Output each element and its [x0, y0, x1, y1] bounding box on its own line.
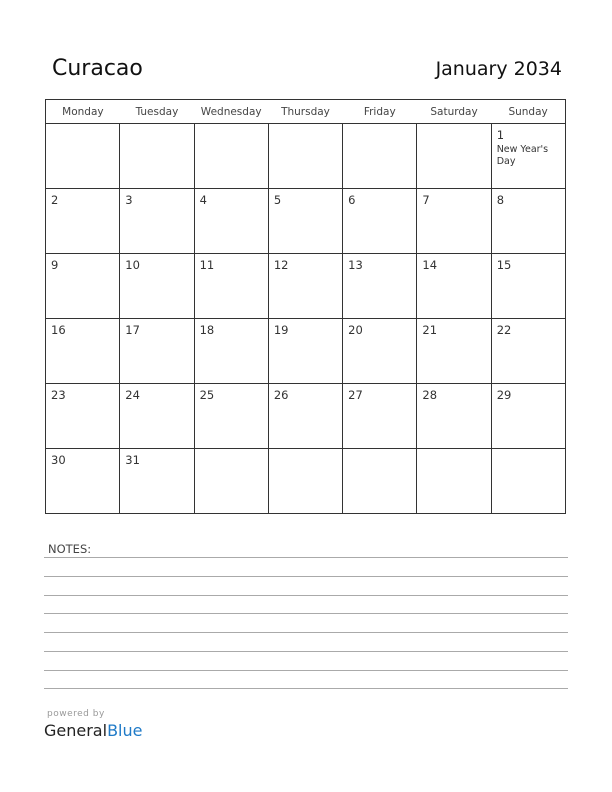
calendar-day-cell: [120, 124, 194, 189]
calendar-day-cell: [46, 124, 120, 189]
calendar-country-title: Curacao: [52, 56, 143, 81]
weekday-sunday: Sunday: [491, 100, 565, 124]
holiday-label: New Year's Day: [496, 144, 549, 167]
day-number: 19: [273, 323, 289, 337]
calendar-day-cell: [120, 384, 194, 449]
calendar-day-cell: [343, 189, 417, 254]
notes-line: [44, 688, 568, 689]
calendar-day-cell: [268, 189, 342, 254]
calendar-day-cell: [343, 124, 417, 189]
day-number: 4: [199, 193, 207, 207]
day-number: [120, 124, 193, 128]
logo-general-text: General: [44, 721, 108, 740]
calendar-day-cell: [46, 319, 120, 384]
day-number: 25: [199, 388, 215, 402]
notes-line: [44, 557, 568, 558]
calendar-day-cell: [120, 449, 194, 514]
day-number: 24: [125, 388, 140, 402]
day-number: 15: [496, 258, 512, 272]
calendar-day-cell: [343, 449, 417, 514]
day-number: [492, 449, 565, 453]
day-number: [195, 449, 268, 453]
powered-by-text: powered by: [47, 709, 105, 719]
calendar-day-cell: [120, 254, 194, 319]
notes-line: [44, 632, 568, 633]
day-number: 21: [422, 323, 438, 337]
day-number: 10: [125, 258, 140, 272]
day-number: 26: [273, 388, 289, 402]
calendar-day-cell: [268, 319, 342, 384]
calendar-week-row: [46, 124, 566, 189]
calendar-day-cell: [194, 319, 268, 384]
calendar-day-cell: [417, 449, 491, 514]
generalblue-logo: [44, 721, 142, 740]
calendar-week-row: [46, 254, 566, 319]
notes-line: [44, 576, 568, 577]
day-number: 13: [348, 258, 363, 272]
day-number: 3: [125, 193, 133, 207]
day-number: [343, 449, 416, 453]
day-number: 1: [496, 128, 505, 142]
day-number: 31: [125, 453, 140, 467]
calendar-day-cell: [491, 449, 565, 514]
calendar-day-cell: [417, 124, 491, 189]
day-number: [269, 124, 342, 128]
notes-line: [44, 613, 568, 614]
weekday-wednesday: Wednesday: [194, 100, 268, 124]
calendar-day-cell: [417, 384, 491, 449]
day-number: [195, 124, 268, 128]
day-number: [417, 449, 490, 453]
weekday-saturday: Saturday: [417, 100, 491, 124]
weekday-friday: Friday: [343, 100, 417, 124]
day-number: 17: [125, 323, 140, 337]
day-number: 8: [496, 193, 505, 207]
calendar-day-cell: [417, 319, 491, 384]
calendar-week-row: [46, 449, 566, 514]
weekday-header-row: [46, 100, 566, 124]
calendar-day-cell: [268, 449, 342, 514]
day-number: 22: [496, 323, 512, 337]
calendar-day-cell: [120, 189, 194, 254]
day-number: [417, 124, 490, 128]
calendar-day-cell: [268, 124, 342, 189]
calendar-day-cell: [194, 449, 268, 514]
logo-blue-text: Blue: [107, 721, 143, 740]
calendar-grid: [45, 99, 566, 514]
day-number: 23: [51, 388, 66, 402]
calendar-day-cell: [491, 384, 565, 449]
calendar-week-row: [46, 189, 566, 254]
day-number: 27: [348, 388, 363, 402]
calendar-day-cell: [343, 319, 417, 384]
calendar-day-cell: [194, 384, 268, 449]
notes-line: [44, 651, 568, 652]
calendar-day-cell: [120, 319, 194, 384]
calendar-month-year: January 2034: [435, 58, 562, 80]
calendar-day-cell: [491, 189, 565, 254]
day-number: [343, 124, 416, 128]
calendar-day-cell: [491, 319, 565, 384]
calendar-day-cell: [343, 384, 417, 449]
day-number: 18: [199, 323, 215, 337]
calendar-day-cell: [194, 189, 268, 254]
calendar-day-cell: [491, 254, 565, 319]
notes-label: NOTES:: [48, 542, 92, 556]
calendar-day-cell: [46, 254, 120, 319]
calendar-week-row: [46, 319, 566, 384]
weekday-tuesday: Tuesday: [120, 100, 194, 124]
weekday-thursday: Thursday: [268, 100, 342, 124]
notes-line: [44, 670, 568, 671]
day-number: 6: [348, 193, 356, 207]
day-number: [269, 449, 342, 453]
calendar-day-cell: [46, 189, 120, 254]
calendar-day-cell: [268, 254, 342, 319]
calendar-day-cell: [194, 124, 268, 189]
day-number: 2: [51, 193, 59, 207]
calendar-day-cell: [417, 254, 491, 319]
calendar-day-cell: [268, 384, 342, 449]
notes-line: [44, 595, 568, 596]
calendar-day-cell: [194, 254, 268, 319]
day-number: 30: [51, 453, 66, 467]
day-number: 29: [496, 388, 512, 402]
calendar-week-row: [46, 384, 566, 449]
day-number: [46, 124, 119, 128]
calendar-day-cell: [46, 384, 120, 449]
day-number: 12: [273, 258, 289, 272]
day-number: 7: [422, 193, 430, 207]
day-number: 20: [348, 323, 363, 337]
weekday-monday: Monday: [46, 100, 120, 124]
calendar-day-cell: [417, 189, 491, 254]
day-number: 28: [422, 388, 438, 402]
day-number: 11: [199, 258, 215, 272]
calendar-day-cell: [46, 449, 120, 514]
calendar-day-cell: [491, 124, 565, 189]
day-number: 16: [51, 323, 66, 337]
day-number: 5: [273, 193, 282, 207]
day-number: 9: [51, 258, 59, 272]
calendar-day-cell: [343, 254, 417, 319]
day-number: 14: [422, 258, 438, 272]
